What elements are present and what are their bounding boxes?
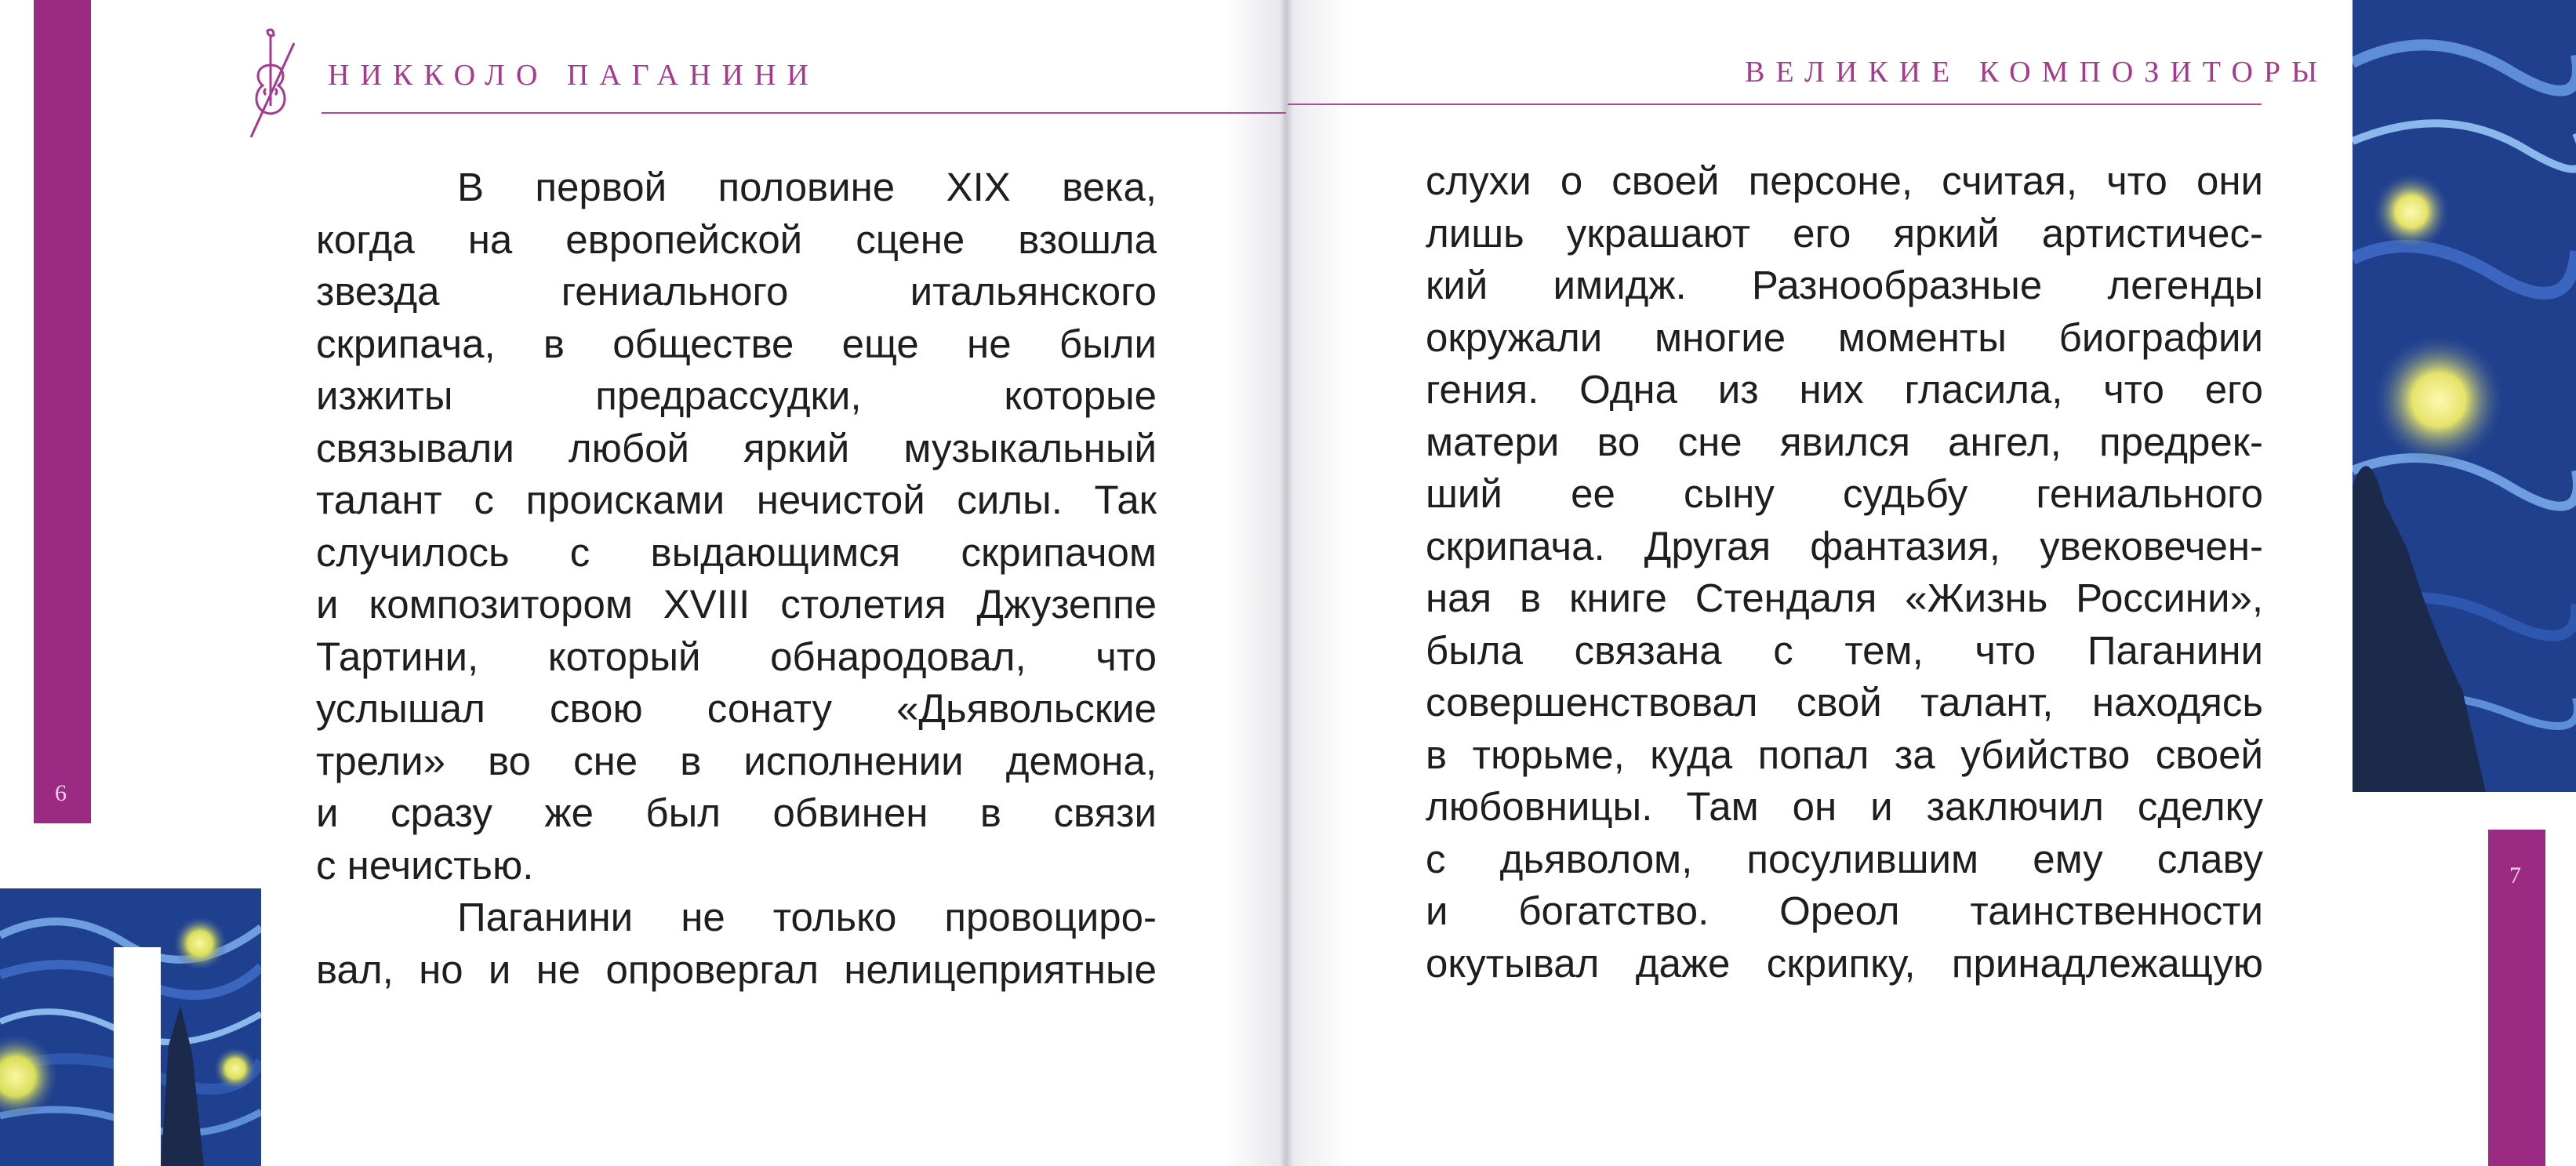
text-line: услышал свою сонату «Дьявольские [316,686,1157,731]
text-line: кий имидж. Разнообразные легенды [1426,263,2263,307]
text-line: в тюрьме, куда попал за убийство своей [1426,732,2263,777]
left-body-text [316,162,1157,996]
text-line: вал, но и не опровергал нелицеприятные [316,946,1157,992]
text-line: Паганини не только провоциро- [457,895,1157,939]
text-line: матери во сне явился ангел, предрек- [1426,419,2263,464]
right-body-text [1426,155,2263,990]
text-line: звезда гениального итальянского [316,269,1157,314]
text-line: лишь украшают его яркий артистичес- [1426,210,2263,256]
text-line: гения. Одна из них гласила, что его [1426,367,2263,412]
left-accent-bar [34,0,91,823]
text-line: и богатство. Ореол таинственности [1426,888,2263,933]
text-line: с нечистью. [316,842,534,888]
starry-night-image-right [2353,0,2576,792]
text-line: В первой половине XIX века, [457,165,1157,209]
text-line: совершенствовал свой талант, находясь [1426,680,2263,725]
text-line: слухи о своей персоне, считая, что они [1426,158,2263,203]
text-line: ная в книге Стендаля «Жизнь Россини», [1426,576,2263,620]
page-number-right: 7 [2509,863,2521,888]
text-line: связывали любой яркий музыкальный [316,425,1157,470]
text-line: случилось с выдающимся скрипачом [316,529,1157,575]
text-line: окружали многие моменты биографии [1426,314,2263,360]
header-rule-right [1288,104,2262,105]
text-line: ший ее сыну судьбу гениального [1426,471,2263,516]
violin-icon [239,27,302,145]
header-rule-left [322,112,1286,114]
text-line: изжиты предрассудки, которые [316,373,1157,418]
image-cutout [114,947,161,1166]
text-line: с дьяволом, посулившим ему славу [1426,836,2263,881]
page-number-left: 6 [55,780,67,806]
text-line: и композитором XVIII столетия Джузеппе [316,582,1157,627]
text-line: и сразу же был обвинен в связи [316,790,1157,835]
text-line: скрипача. Другая фантазия, увековечен- [1426,523,2263,568]
book-gutter [1223,0,1349,1166]
running-head-right: ВЕЛИКИЕ КОМПОЗИТОРЫ [1745,56,2329,89]
text-line: скрипача, в обществе еще не были [316,321,1157,366]
text-line: была связана с тем, что Паганини [1426,627,2263,673]
text-line: окутывал даже скрипку, принадлежащую [1426,940,2263,986]
text-line: любовницы. Там он и заключил сделку [1426,784,2263,829]
text-line: трели» во сне в исполнении демона, [316,738,1157,783]
text-line: талант с происками нечистой силы. Так [316,478,1157,522]
text-line: когда на европейской сцене взошла [316,216,1157,262]
running-head-left: НИККОЛО ПАГАНИНИ [328,59,819,92]
text-line: Тартини, который обнародовал, что [316,634,1157,679]
